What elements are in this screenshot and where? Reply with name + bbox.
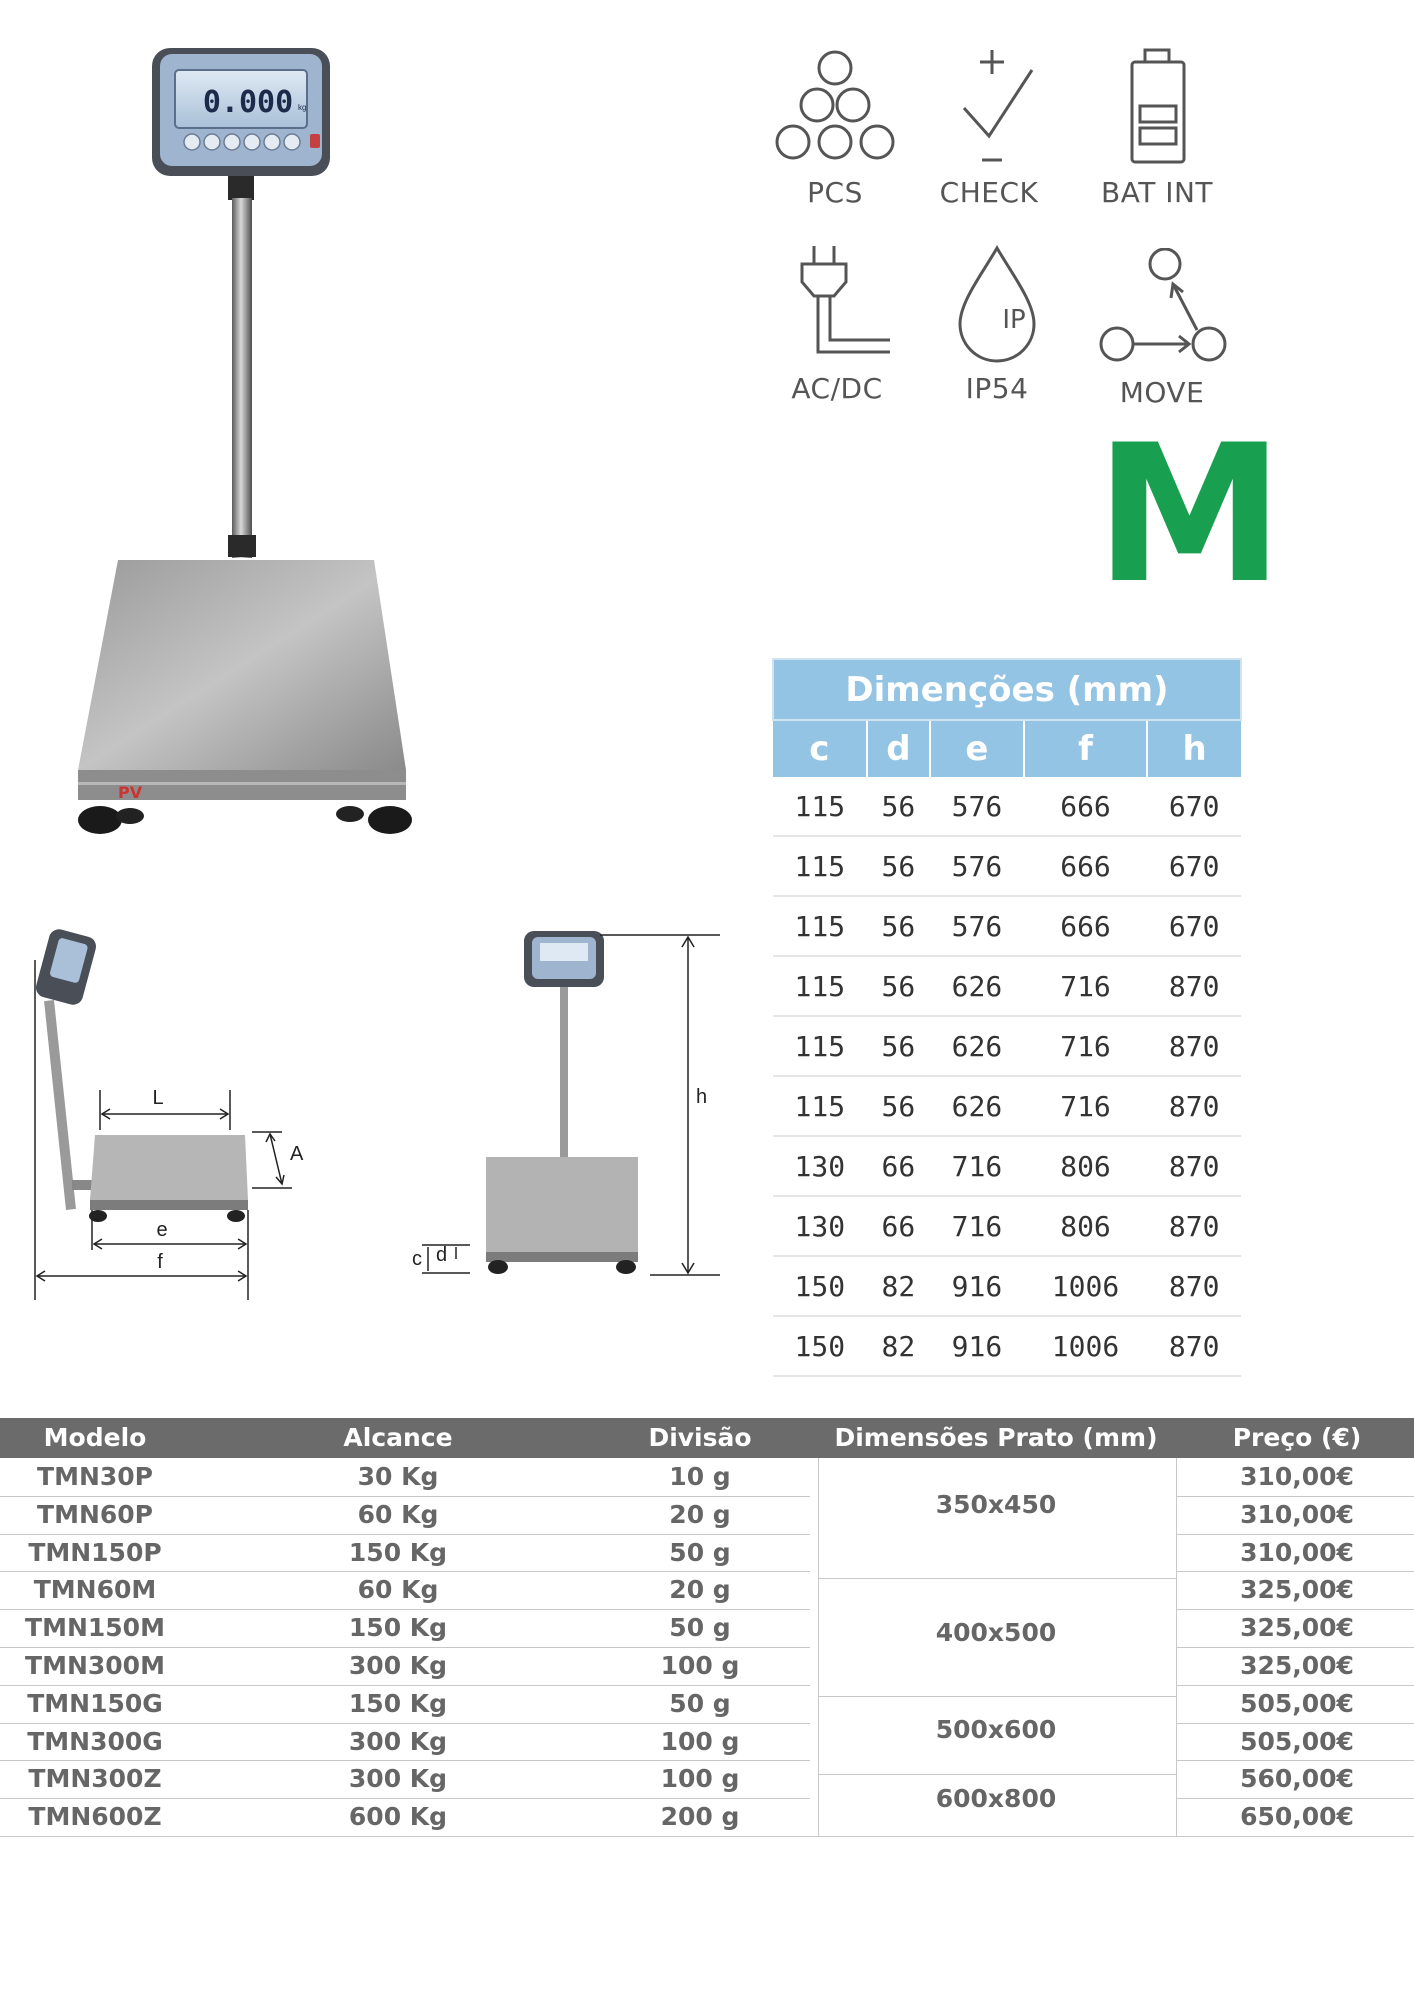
feature-label-pcs: PCS bbox=[807, 176, 863, 209]
platter-group-divider bbox=[818, 1696, 1176, 1697]
price-cell-range: 300 Kg bbox=[348, 1651, 448, 1680]
dim-cell-e: 716 bbox=[930, 1136, 1024, 1196]
dim-cell-d: 56 bbox=[867, 1016, 931, 1076]
price-cell-division: 200 g bbox=[660, 1802, 740, 1832]
dim-cell-f: 1006 bbox=[1024, 1256, 1148, 1316]
dim-cell-h: 870 bbox=[1147, 1256, 1241, 1316]
dimension-drawing-front bbox=[400, 925, 730, 1305]
price-cell-model: TMN150G bbox=[27, 1688, 163, 1718]
price-cell-division: 50 g bbox=[669, 1613, 731, 1643]
dim-table-row bbox=[773, 777, 1241, 836]
price-table-row bbox=[0, 1798, 1414, 1836]
price-cell-division: 100 g bbox=[660, 1764, 740, 1794]
label-f: f bbox=[157, 1251, 163, 1273]
feature-label-ac-dc: AC/DC bbox=[791, 372, 883, 405]
dim-cell-d: 66 bbox=[867, 1196, 931, 1256]
platter-group-1: 350x450 bbox=[935, 1490, 1057, 1519]
header-range: Alcance bbox=[343, 1423, 453, 1452]
price-table-row bbox=[0, 1571, 1414, 1609]
dim-cell-d: 56 bbox=[867, 777, 931, 836]
price-cell-range: 300 Kg bbox=[348, 1726, 448, 1756]
dim-table-row bbox=[773, 1316, 1241, 1376]
display-reading: 0.000 bbox=[202, 85, 294, 120]
label-A: A bbox=[290, 1143, 304, 1165]
feature-check bbox=[909, 48, 1069, 209]
dim-header-d: d bbox=[867, 720, 931, 777]
dim-cell-f: 716 bbox=[1024, 1016, 1148, 1076]
dim-cell-h: 870 bbox=[1147, 956, 1241, 1016]
dim-cell-d: 82 bbox=[867, 1316, 931, 1376]
price-cell-price: 325,00€ bbox=[1240, 1613, 1354, 1643]
price-cell-price: 325,00€ bbox=[1240, 1575, 1354, 1605]
pcs-icon bbox=[760, 48, 910, 168]
dimension-drawing-side bbox=[30, 920, 320, 1310]
check-icon bbox=[914, 48, 1064, 168]
dim-header-h: h bbox=[1147, 720, 1241, 777]
price-cell-division: 100 g bbox=[660, 1726, 740, 1756]
price-cell-model: TMN600Z bbox=[28, 1802, 162, 1832]
dim-cell-c: 115 bbox=[773, 1016, 867, 1076]
dim-table-row bbox=[773, 956, 1241, 1016]
size-badge: M bbox=[1095, 404, 1285, 625]
dim-cell-c: 115 bbox=[773, 1076, 867, 1136]
price-cell-division: 50 g bbox=[669, 1537, 731, 1567]
dim-cell-d: 56 bbox=[867, 956, 931, 1016]
price-cell-range: 600 Kg bbox=[348, 1802, 448, 1832]
dim-cell-e: 916 bbox=[930, 1316, 1024, 1376]
dim-table-row bbox=[773, 1256, 1241, 1316]
plug-icon bbox=[762, 244, 912, 364]
price-cell-model: TMN300Z bbox=[28, 1764, 162, 1794]
dim-cell-h: 870 bbox=[1147, 1196, 1241, 1256]
dim-cell-d: 56 bbox=[867, 896, 931, 956]
dim-cell-d: 66 bbox=[867, 1136, 931, 1196]
price-cell-range: 150 Kg bbox=[348, 1688, 448, 1718]
label-d: d bbox=[436, 1244, 448, 1266]
dimensions-table bbox=[772, 658, 1242, 1377]
feature-move bbox=[1082, 248, 1242, 409]
price-cell-model: TMN30P bbox=[37, 1462, 153, 1491]
price-cell-range: 150 Kg bbox=[348, 1537, 448, 1567]
price-cell-range: 30 Kg bbox=[357, 1462, 439, 1491]
price-cell-division: 20 g bbox=[669, 1499, 731, 1529]
dim-cell-c: 115 bbox=[773, 896, 867, 956]
dim-cell-h: 670 bbox=[1147, 777, 1241, 836]
price-table-row bbox=[0, 1534, 1414, 1572]
dim-table-row bbox=[773, 1076, 1241, 1136]
dim-cell-e: 576 bbox=[930, 836, 1024, 896]
dim-table-row bbox=[773, 896, 1241, 956]
header-model: Modelo bbox=[43, 1423, 147, 1452]
product-photo bbox=[40, 30, 440, 850]
platter-group-4: 600x800 bbox=[935, 1784, 1057, 1813]
feature-label-move: MOVE bbox=[1119, 376, 1205, 409]
label-e: e bbox=[156, 1219, 168, 1241]
price-table-row bbox=[0, 1760, 1414, 1798]
battery-icon bbox=[1082, 48, 1232, 168]
dim-cell-d: 82 bbox=[867, 1256, 931, 1316]
dim-cell-d: 56 bbox=[867, 836, 931, 896]
price-cell-price: 310,00€ bbox=[1240, 1537, 1354, 1567]
feature-label-ip54: IP54 bbox=[965, 372, 1029, 405]
dim-cell-h: 870 bbox=[1147, 1316, 1241, 1376]
dim-cell-e: 626 bbox=[930, 956, 1024, 1016]
dim-cell-f: 716 bbox=[1024, 956, 1148, 1016]
price-cell-division: 50 g bbox=[669, 1688, 731, 1718]
dim-cell-f: 666 bbox=[1024, 777, 1148, 836]
dim-cell-f: 666 bbox=[1024, 836, 1148, 896]
price-cell-model: TMN60M bbox=[33, 1575, 157, 1605]
feature-ip54 bbox=[917, 244, 1077, 405]
dim-cell-c: 130 bbox=[773, 1136, 867, 1196]
dim-cell-e: 626 bbox=[930, 1076, 1024, 1136]
price-cell-price: 505,00€ bbox=[1240, 1688, 1354, 1718]
label-L: L bbox=[152, 1087, 164, 1109]
dim-cell-c: 115 bbox=[773, 777, 867, 836]
price-cell-model: TMN150P bbox=[28, 1537, 162, 1567]
dim-cell-c: 130 bbox=[773, 1196, 867, 1256]
feature-label-check: CHECK bbox=[939, 176, 1039, 209]
dim-table-row bbox=[773, 1136, 1241, 1196]
platter-group-3: 500x600 bbox=[935, 1715, 1057, 1744]
dim-header-c: c bbox=[773, 720, 867, 777]
price-cell-division: 20 g bbox=[669, 1575, 731, 1605]
dim-header-f: f bbox=[1024, 720, 1148, 777]
platter-group-divider bbox=[818, 1578, 1176, 1579]
dim-cell-f: 716 bbox=[1024, 1076, 1148, 1136]
dim-cell-h: 870 bbox=[1147, 1076, 1241, 1136]
price-cell-range: 60 Kg bbox=[357, 1575, 439, 1605]
platter-group-2: 400x500 bbox=[935, 1618, 1057, 1647]
dim-table-row bbox=[773, 1016, 1241, 1076]
ip-drop-icon bbox=[922, 244, 1072, 364]
dim-table-row bbox=[773, 1196, 1241, 1256]
price-cell-range: 150 Kg bbox=[348, 1613, 448, 1643]
price-table-bottom bbox=[0, 1836, 1222, 1837]
dim-cell-f: 806 bbox=[1024, 1136, 1148, 1196]
price-cell-division: 100 g bbox=[660, 1651, 740, 1680]
price-table-row bbox=[0, 1496, 1414, 1534]
price-cell-range: 300 Kg bbox=[348, 1764, 448, 1794]
price-cell-price: 310,00€ bbox=[1240, 1462, 1354, 1491]
dim-cell-f: 666 bbox=[1024, 896, 1148, 956]
dimensions-title: Dimenções (mm) bbox=[773, 659, 1241, 720]
dim-cell-e: 576 bbox=[930, 777, 1024, 836]
dim-cell-e: 576 bbox=[930, 896, 1024, 956]
brand-plate: PV bbox=[118, 783, 143, 802]
dim-cell-f: 1006 bbox=[1024, 1316, 1148, 1376]
price-cell-price: 505,00€ bbox=[1240, 1726, 1354, 1756]
price-table-row bbox=[0, 1609, 1414, 1647]
dim-cell-h: 870 bbox=[1147, 1016, 1241, 1076]
price-cell-model: TMN60P bbox=[37, 1499, 153, 1529]
feature-label-bat-int: BAT INT bbox=[1101, 176, 1213, 209]
dim-cell-c: 115 bbox=[773, 836, 867, 896]
price-cell-price: 650,00€ bbox=[1240, 1802, 1354, 1832]
dim-cell-h: 870 bbox=[1147, 1136, 1241, 1196]
price-cell-model: TMN150M bbox=[25, 1613, 165, 1643]
dim-cell-h: 670 bbox=[1147, 836, 1241, 896]
feature-pcs bbox=[755, 48, 915, 209]
price-cell-range: 60 Kg bbox=[357, 1499, 439, 1529]
price-table-header bbox=[0, 1418, 1414, 1458]
price-cell-price: 310,00€ bbox=[1240, 1499, 1354, 1529]
dim-cell-e: 716 bbox=[930, 1196, 1024, 1256]
dim-cell-d: 56 bbox=[867, 1076, 931, 1136]
label-h: h bbox=[696, 1086, 708, 1108]
display-unit: kg bbox=[298, 103, 307, 112]
price-cell-price: 560,00€ bbox=[1240, 1764, 1354, 1794]
price-table-row bbox=[0, 1723, 1414, 1761]
dim-table-row bbox=[773, 836, 1241, 896]
dim-cell-h: 670 bbox=[1147, 896, 1241, 956]
header-price: Preço (€) bbox=[1232, 1423, 1362, 1452]
ip-drop-text: IP bbox=[1002, 305, 1026, 335]
dim-cell-e: 626 bbox=[930, 1016, 1024, 1076]
header-division: Divisão bbox=[648, 1423, 752, 1452]
price-table-row bbox=[0, 1458, 1414, 1496]
dim-header-e: e bbox=[930, 720, 1024, 777]
dim-cell-e: 916 bbox=[930, 1256, 1024, 1316]
feature-ac-dc bbox=[757, 244, 917, 405]
label-c: c bbox=[412, 1248, 422, 1270]
dim-cell-c: 150 bbox=[773, 1316, 867, 1376]
price-cell-division: 10 g bbox=[669, 1462, 731, 1491]
price-cell-price: 325,00€ bbox=[1240, 1651, 1354, 1680]
dim-cell-c: 115 bbox=[773, 956, 867, 1016]
move-icon bbox=[1087, 248, 1237, 368]
price-cell-model: TMN300G bbox=[27, 1726, 163, 1756]
price-divider-right bbox=[1176, 1458, 1177, 1836]
header-platter: Dimensões Prato (mm) bbox=[834, 1423, 1158, 1452]
price-cell-model: TMN300M bbox=[25, 1651, 165, 1680]
dim-cell-f: 806 bbox=[1024, 1196, 1148, 1256]
feature-bat-int bbox=[1077, 48, 1237, 209]
price-table-row bbox=[0, 1647, 1414, 1685]
dim-cell-c: 150 bbox=[773, 1256, 867, 1316]
platter-group-divider bbox=[818, 1774, 1176, 1775]
price-table-row bbox=[0, 1685, 1414, 1723]
